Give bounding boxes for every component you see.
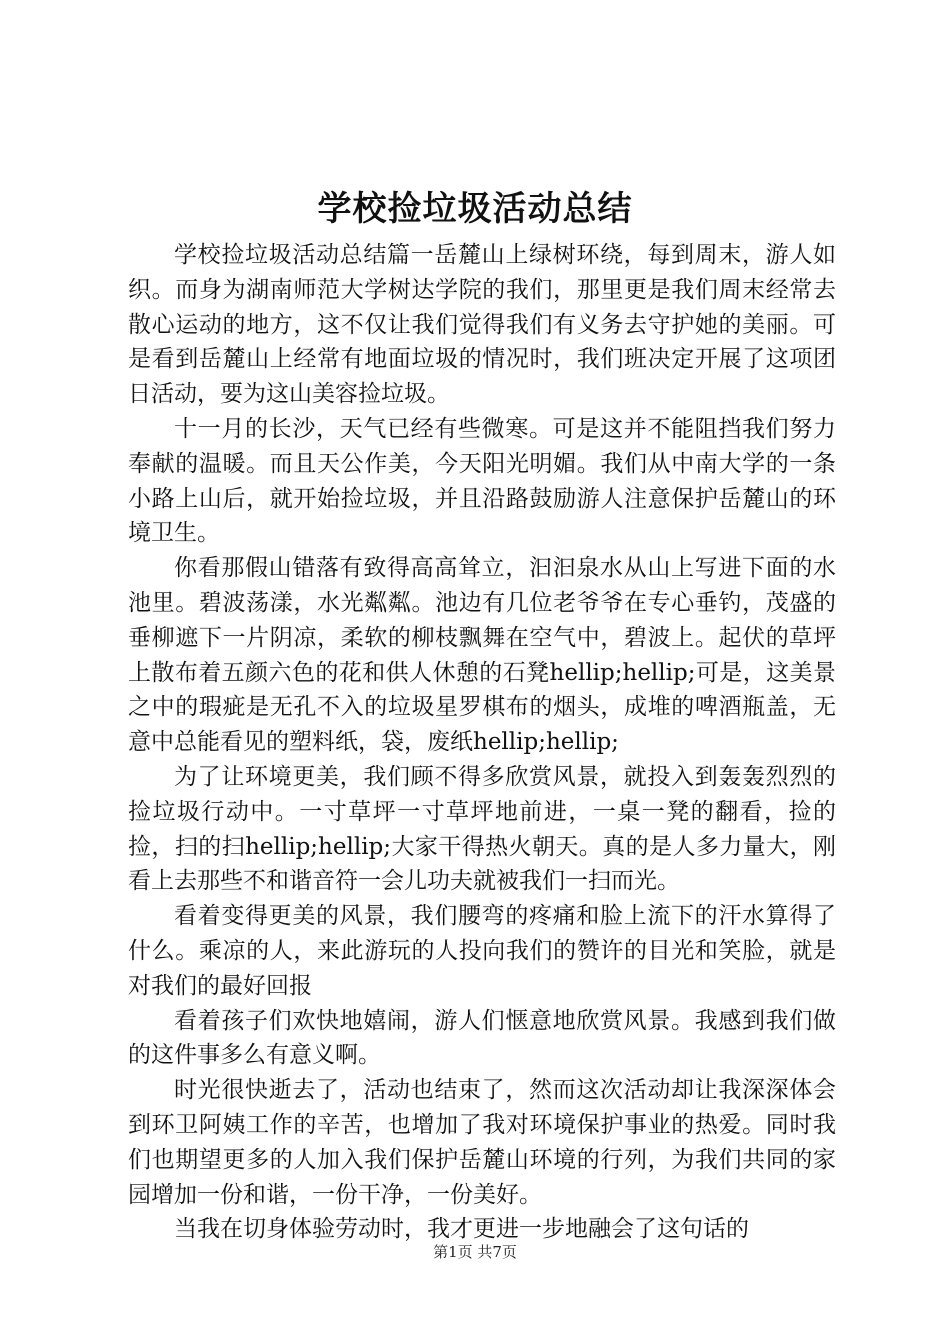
paragraph: 你看那假山错落有致得高高耸立，汩汩泉水从山上写进下面的水池里。碧波荡漾，水光粼粼。池边有几位老爷爷在专心垂钓，茂盛的垂柳遮下一片阴凉，柔软的柳枝飘舞在空气中，碧波上。起伏的草坪上散布着五颜六色的花和供人休憩的石凳hellip;hellip;可是，这美景之中的瑕疵是无孔不入的垃圾星罗棋布的烟头，成堆的啤酒瓶盖，无意中总能看见的塑料纸，袋，废纸hellip;hellip; [128, 555, 836, 756]
document-body [128, 238, 836, 1247]
page-number-footer: 第1页 共7页 [433, 1243, 517, 1261]
paragraph: 学校捡垃圾活动总结篇一岳麓山上绿树环绕，每到周末，游人如织。而身为湖南师范大学树达学院的我们，那里更是我们周末经常去散心运动的地方，这不仅让我们觉得我们有义务去守护她的美丽。可是看到岳麓山上经常有地面垃圾的情况时，我们班决定开展了这项团日活动，要为这山美容捡垃圾。 [128, 242, 836, 408]
paragraph: 为了让环境更美，我们顾不得多欣赏风景，就投入到轰轰烈烈的捡垃圾行动中。一寸草坪一寸草坪地前进，一桌一凳的翻看，捡的捡，扫的扫hellip;hellip;大家干得热火朝天。真的是人多力量大，刚看上去那些不和谐音符一会儿功夫就被我们一扫而光。 [128, 763, 836, 895]
paragraph: 十一月的长沙，天气已经有些微寒。可是这并不能阻挡我们努力奉献的温暖。而且天公作美，今天阳光明媚。我们从中南大学的一条小路上山后，就开始捡垃圾，并且沿路鼓励游人注意保护岳麓山的环境卫生。 [128, 415, 836, 547]
paragraph: 时光很快逝去了，活动也结束了，然而这次活动却让我深深体会到环卫阿姨工作的辛苦，也增加了我对环境保护事业的热爱。同时我们也期望更多的人加入我们保护岳麓山环境的行列，为我们共同的家园增加一份和谐，一份干净，一份美好。 [128, 1077, 836, 1208]
paragraph: 当我在切身体验劳动时，我才更进一步地融会了这句话的 [174, 1216, 749, 1243]
document-title: 学校捡垃圾活动总结 [317, 189, 633, 229]
paragraph: 看着孩子们欢快地嬉闹，游人们惬意地欣赏风景。我感到我们做的这件事多么有意义啊。 [128, 1007, 836, 1069]
paragraph: 看着变得更美的风景，我们腰弯的疼痛和脸上流下的汗水算得了什么。乘凉的人，来此游玩的人投向我们的赞许的目光和笑脸，就是对我们的最好回报 [128, 903, 836, 999]
